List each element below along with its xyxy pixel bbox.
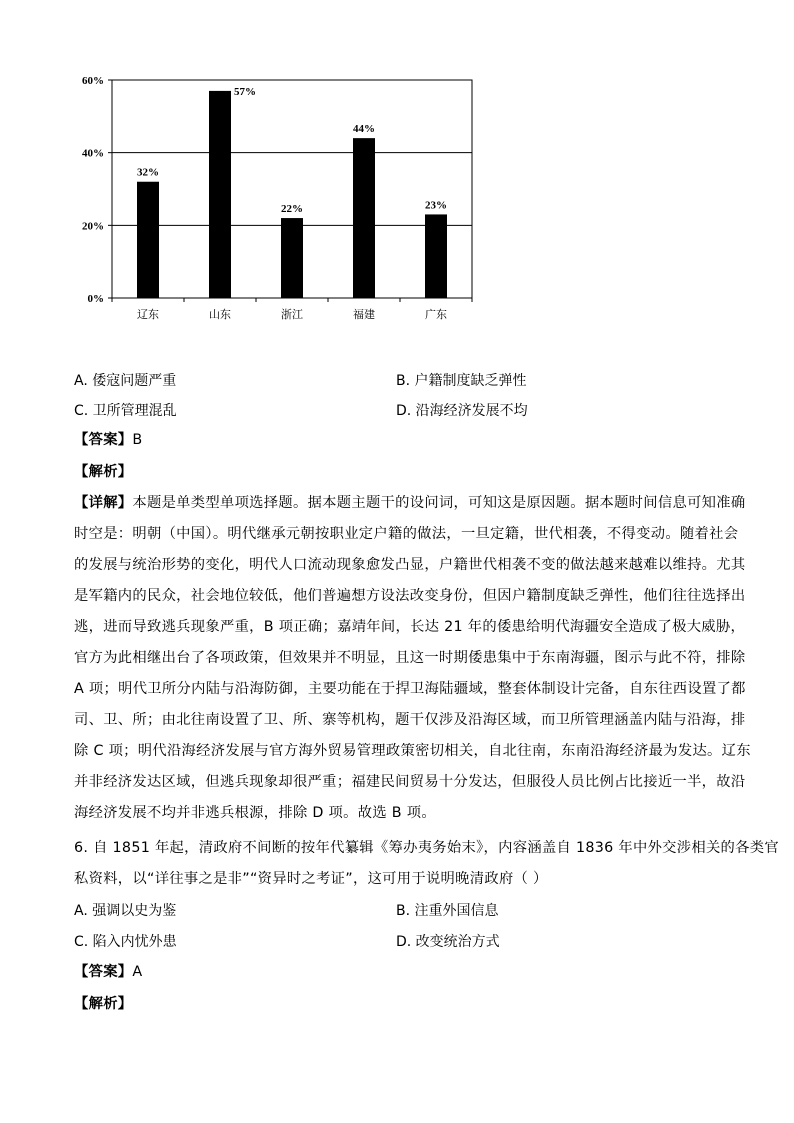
q5-detail-line: [74, 772, 746, 792]
answer-tag: 【答案】: [74, 432, 133, 448]
q6-stem-line: 6. 自 1851 年起，清政府不间断的按年代纂辑《筹办夷务始末》，内容涵盖自 1836 年中外交涉相关的各类官: [74, 840, 779, 856]
q6-option-c: C. 陷入内忧外患: [74, 934, 177, 950]
q5-detail-line: [74, 524, 739, 544]
detail-text: 逃，进而导致逃兵现象严重，B 项正确；嘉靖年间，长达 21 年的倭患给明代海疆安全造成了极大威胁，: [74, 619, 746, 635]
q5-option-a: A. 倭寇问题严重: [74, 373, 177, 389]
q5-detail-line: [74, 741, 751, 761]
analysis-tag: 【解析】: [74, 464, 133, 480]
chart-y-ticks: [82, 75, 112, 305]
answer-value: A: [132, 964, 143, 980]
y-tick-label: 60%: [82, 75, 104, 87]
q5-detail-line: [74, 586, 746, 606]
q5-detail-line: [74, 555, 746, 575]
data-label: 22%: [281, 203, 303, 216]
detail-text: 是军籍内的民众，社会地位较低，他们普遍想方设法改变身份，但因户籍制度缺乏弹性，他们往往选择出: [74, 588, 746, 604]
data-label: 32%: [137, 166, 159, 179]
q5-option-d: D. 沿海经济发展不均: [396, 403, 528, 419]
q6-option-b: B. 注重外国信息: [396, 903, 499, 919]
bar: [281, 218, 303, 298]
detail-text: 海经济发展不均并非逃兵根源，排除 D 项。故选 B 项。: [74, 805, 436, 821]
bar: [353, 138, 375, 298]
detail-text: 的发展与统治形势的变化，明代人口流动现象愈发凸显，户籍世代相袭不变的做法越来越难以维持。尤其: [74, 557, 746, 573]
q5-detail-line: [74, 803, 734, 823]
detail-tag: 【详解】: [74, 495, 133, 511]
q6-option-d: D. 改变统治方式: [396, 934, 500, 950]
q6-option-a: A. 强调以史为鉴: [74, 903, 177, 919]
answer-value: B: [132, 432, 143, 448]
x-tick-label: 福建: [353, 308, 375, 321]
q5-option-c: C. 卫所管理混乱: [74, 403, 177, 419]
detail-text: A 项；明代卫所分内陆与沿海防御，主要功能在于捍卫海陆疆域，整套体制设计完备，自东往西设置了都: [74, 681, 746, 697]
answer-tag: 【答案】: [74, 964, 133, 980]
y-tick-label: 20%: [82, 220, 104, 233]
q5-detail-line: [74, 648, 746, 668]
y-tick-label: 0%: [87, 293, 104, 305]
chart-data-labels: [137, 86, 447, 215]
detail-text: 时空是：明朝（中国）。明代继承元朝按职业定户籍的做法，一旦定籍，世代相袭，不得变动。随着社会: [74, 526, 739, 542]
q5-detail-line: [74, 493, 746, 513]
detail-text: 官方为此相继出台了各项政策，但效果并不明显，且这一时期倭患集中于东南海疆，图示与此不符，排除: [74, 650, 746, 666]
q5-analysis-heading: [74, 462, 734, 482]
data-label: 44%: [353, 123, 375, 136]
q5-detail-line: [74, 679, 746, 699]
detail-text: 并非经济发达区域，但逃兵现象却很严重；福建民间贸易十分发达，但服役人员比例占比接近一半，故沿: [74, 774, 746, 790]
y-tick-label: 40%: [82, 147, 104, 160]
detail-text: 除 C 项；明代沿海经济发展与官方海外贸易管理政策密切相关，自北往南，东南沿海经济最为发达。辽东: [74, 743, 751, 759]
x-tick-label: 辽东: [137, 308, 159, 321]
q5-answer: [74, 430, 734, 450]
analysis-tag: 【解析】: [74, 996, 133, 1012]
bar: [425, 214, 447, 298]
x-tick-label: 广东: [425, 308, 447, 321]
q5-detail-line: [74, 710, 746, 730]
q6-answer: [74, 962, 734, 982]
q6-analysis-heading: [74, 994, 734, 1014]
detail-text: 本题是单类型单项选择题。据本题主题干的设问词，可知这是原因题。据本题时间信息可知准确: [132, 495, 746, 511]
bar: [137, 182, 159, 298]
x-tick-label: 浙江: [281, 308, 303, 321]
bar: [209, 91, 231, 298]
data-label: 57%: [234, 85, 256, 98]
q5-option-b: B. 户籍制度缺乏弹性: [396, 373, 527, 389]
detail-text: 司、卫、所；由北往南设置了卫、所、寨等机构，题干仅涉及沿海区域，而卫所管理涵盖内陆与沿海，排: [74, 712, 746, 728]
chart-x-ticks: [112, 298, 472, 321]
bar-chart: [60, 62, 490, 332]
x-tick-label: 山东: [209, 308, 231, 321]
chart-bars: [137, 91, 447, 298]
q5-detail-line: [74, 617, 746, 637]
data-label: 23%: [425, 199, 447, 212]
q6-stem-line: 私资料，以“详往事之是非”“资异时之考证”，这可用于说明晚清政府（ ）: [74, 871, 548, 887]
